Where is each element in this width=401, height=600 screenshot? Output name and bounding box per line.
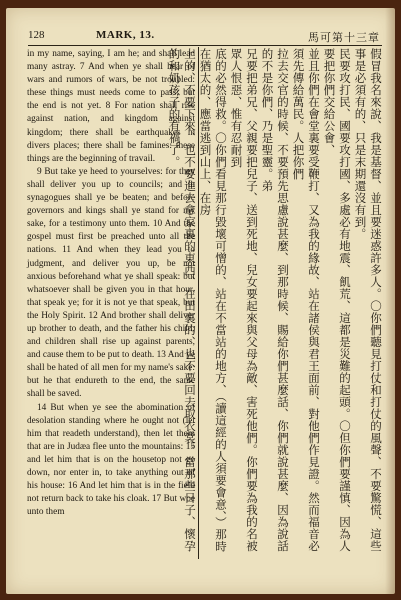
chinese-line: 假冒我名來說、我是基督、並且要迷惑許多人。〇你們聽見打仗和打仗的風聲、不要驚慌、這些事是必須有的、只是末期還沒有到。 <box>353 48 383 552</box>
chinese-text-column <box>167 48 383 558</box>
english-paragraph: 14 But when ye see the abomination of desolation standing where he ought not (let him that readeth understand), then let them that are in Judæa flee unto the mountains: 15 and let him that is on the housetop not go down, nor enter in, to take anything out of his house: 16 And let him that is in the field not return back to take his cloak. 17 But woe unto them <box>27 402 195 518</box>
page-edge-shadow <box>385 8 395 594</box>
chinese-line: 並且你們在會堂裏要受鞭打、又為我的緣故、站在諸侯與君王面前、對他們作見證。然而福音必須先傳給萬民。人把你們 <box>291 48 321 552</box>
book-chapter-heading: MARK, 13. <box>96 29 155 41</box>
chinese-line: 兄要把弟兄、父親要把兒子、送到死地、兒女要起來與父母為敵、害死他們。你們要為我的名被眾人恨惡、惟有忍耐到 <box>229 48 259 552</box>
page-header <box>28 29 384 45</box>
chinese-line: 底的必然得救。〇你們看見那行毀壞可憎的、站在不當站的地方、（讀這經的人須要會意、）那時在猶太的、應當逃到山上、在房 <box>198 48 228 553</box>
chinese-line: 民要攻打民、國要攻打國、多處必有地震、飢荒、這都是災難的起頭。〇但你們要謹慎、因為人要把你們交給公會、 <box>322 48 352 552</box>
chinese-chapter-heading: 馬可第十三章 <box>308 31 380 44</box>
english-paragraph: 9 But take ye heed to yourselves: for they shall deliver you up to councils; and in synagogues shall ye be beaten; and before governors and kings shall ye stand for my sake, for a testimony unto them. 10 And the gospel must first be preached unto all the nations. 11 And when they lead you to judgment, and deliver you up, be not anxious beforehand what ye shall speak: but whatsoever shall be given you in that hour, that speak ye; for it is not ye that speak, but the Holy Spirit. 12 And brother shall deliver up brother to death, and the father his child; and children shall rise up against parents, and cause them to be put to death. 13 And ye shall be hated of all men for my name's sake: but he that endureth to the end, the same shall be saved. <box>27 166 195 400</box>
chinese-line: 拉去交官的時候、不要預先思慮說甚麼、到那時候、賜給你們甚麼話、你們就說甚麼、因為說話的不是你們、乃是聖靈。弟 <box>260 48 290 552</box>
bible-page <box>6 8 395 594</box>
header-rule <box>28 45 382 46</box>
page-number: 128 <box>28 29 45 41</box>
english-paragraph: in my name, saying, I am he; and shall lead many astray. 7 And when ye shall hear of wars and rumors of wars, be not troubled: these things must needs come to pass; but the end is not yet. 8 For nation shall rise against nation, and kingdom against kingdom; there shall be earthquakes in divers places; there shall be famines: these things are the beginning of travail. <box>27 49 195 164</box>
chinese-line: 上的、不要下來、也不要進去拿家裏的東西、在田裏的、也不要回去取衣裳。當那些日子、懷孕的和奶孩子的有禍了。 <box>167 48 197 552</box>
